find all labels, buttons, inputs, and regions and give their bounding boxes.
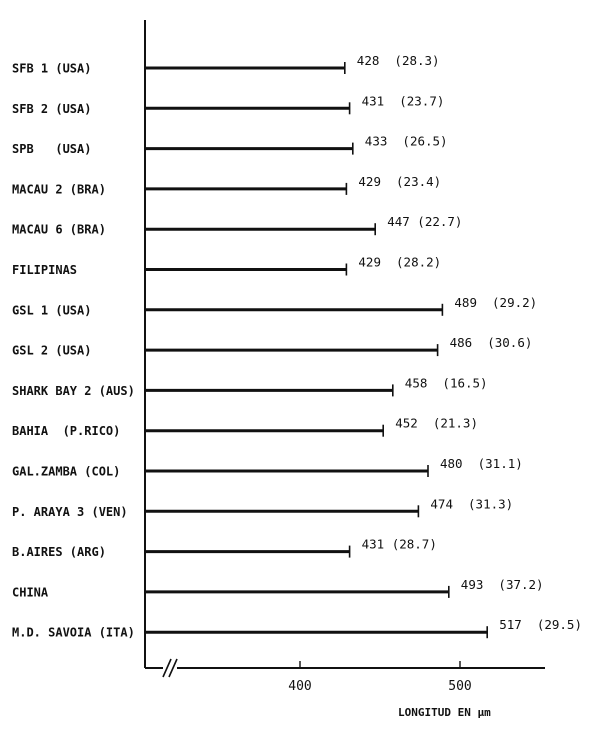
category-label: SPB (USA) [12, 142, 92, 157]
value-label: 433 (26.5) [364, 133, 448, 149]
value-label: 489 (29.2) [454, 294, 538, 310]
category-label: CHINA [12, 585, 49, 600]
value-label: 493 (37.2) [460, 576, 544, 592]
value-label: 431 (28.7) [361, 536, 437, 552]
category-label: MACAU 6 (BRA) [12, 222, 106, 237]
value-label: 480 (31.1) [440, 456, 523, 471]
category-label: B.AIRES (ARG) [12, 545, 106, 560]
category-label: SFB 1 (USA) [12, 61, 92, 76]
category-label: GSL 2 (USA) [12, 343, 92, 358]
value-label: 486 (30.6) [449, 335, 533, 351]
value-label: 517 (29.5) [499, 617, 582, 633]
category-label: FILIPINAS [12, 263, 78, 277]
x-ticks-layer [288, 661, 471, 694]
value-label: 431 (23.7) [361, 93, 445, 109]
x-tick-label: 500 [448, 679, 472, 694]
x-axis-title: LONGITUD EN µm [398, 706, 491, 719]
bars-layer [12, 53, 582, 640]
category-label: P. ARAYA 3 (VEN) [12, 504, 128, 519]
category-label: MACAU 2 (BRA) [12, 182, 106, 197]
x-tick-label: 400 [288, 679, 312, 694]
value-label: 447 (22.7) [387, 214, 463, 230]
value-label: 429 (23.4) [358, 173, 442, 189]
value-label: 458 (16.5) [404, 375, 488, 391]
category-label: GSL 1 (USA) [12, 303, 92, 318]
value-label: 428 (28.3) [356, 53, 440, 68]
value-label: 474 (31.3) [430, 496, 514, 512]
category-label: M.D. SAVOIA (ITA) [12, 625, 135, 640]
category-label: GAL.ZAMBA (COL) [12, 464, 121, 479]
category-label: SFB 2 (USA) [12, 101, 92, 116]
category-label: BAHIA (P.RICO) [12, 424, 121, 439]
x-axis-break-marker [163, 659, 177, 677]
category-label: SHARK BAY 2 (AUS) [12, 383, 135, 398]
value-label: 429 (28.2) [358, 254, 442, 270]
value-label: 452 (21.3) [395, 415, 478, 431]
